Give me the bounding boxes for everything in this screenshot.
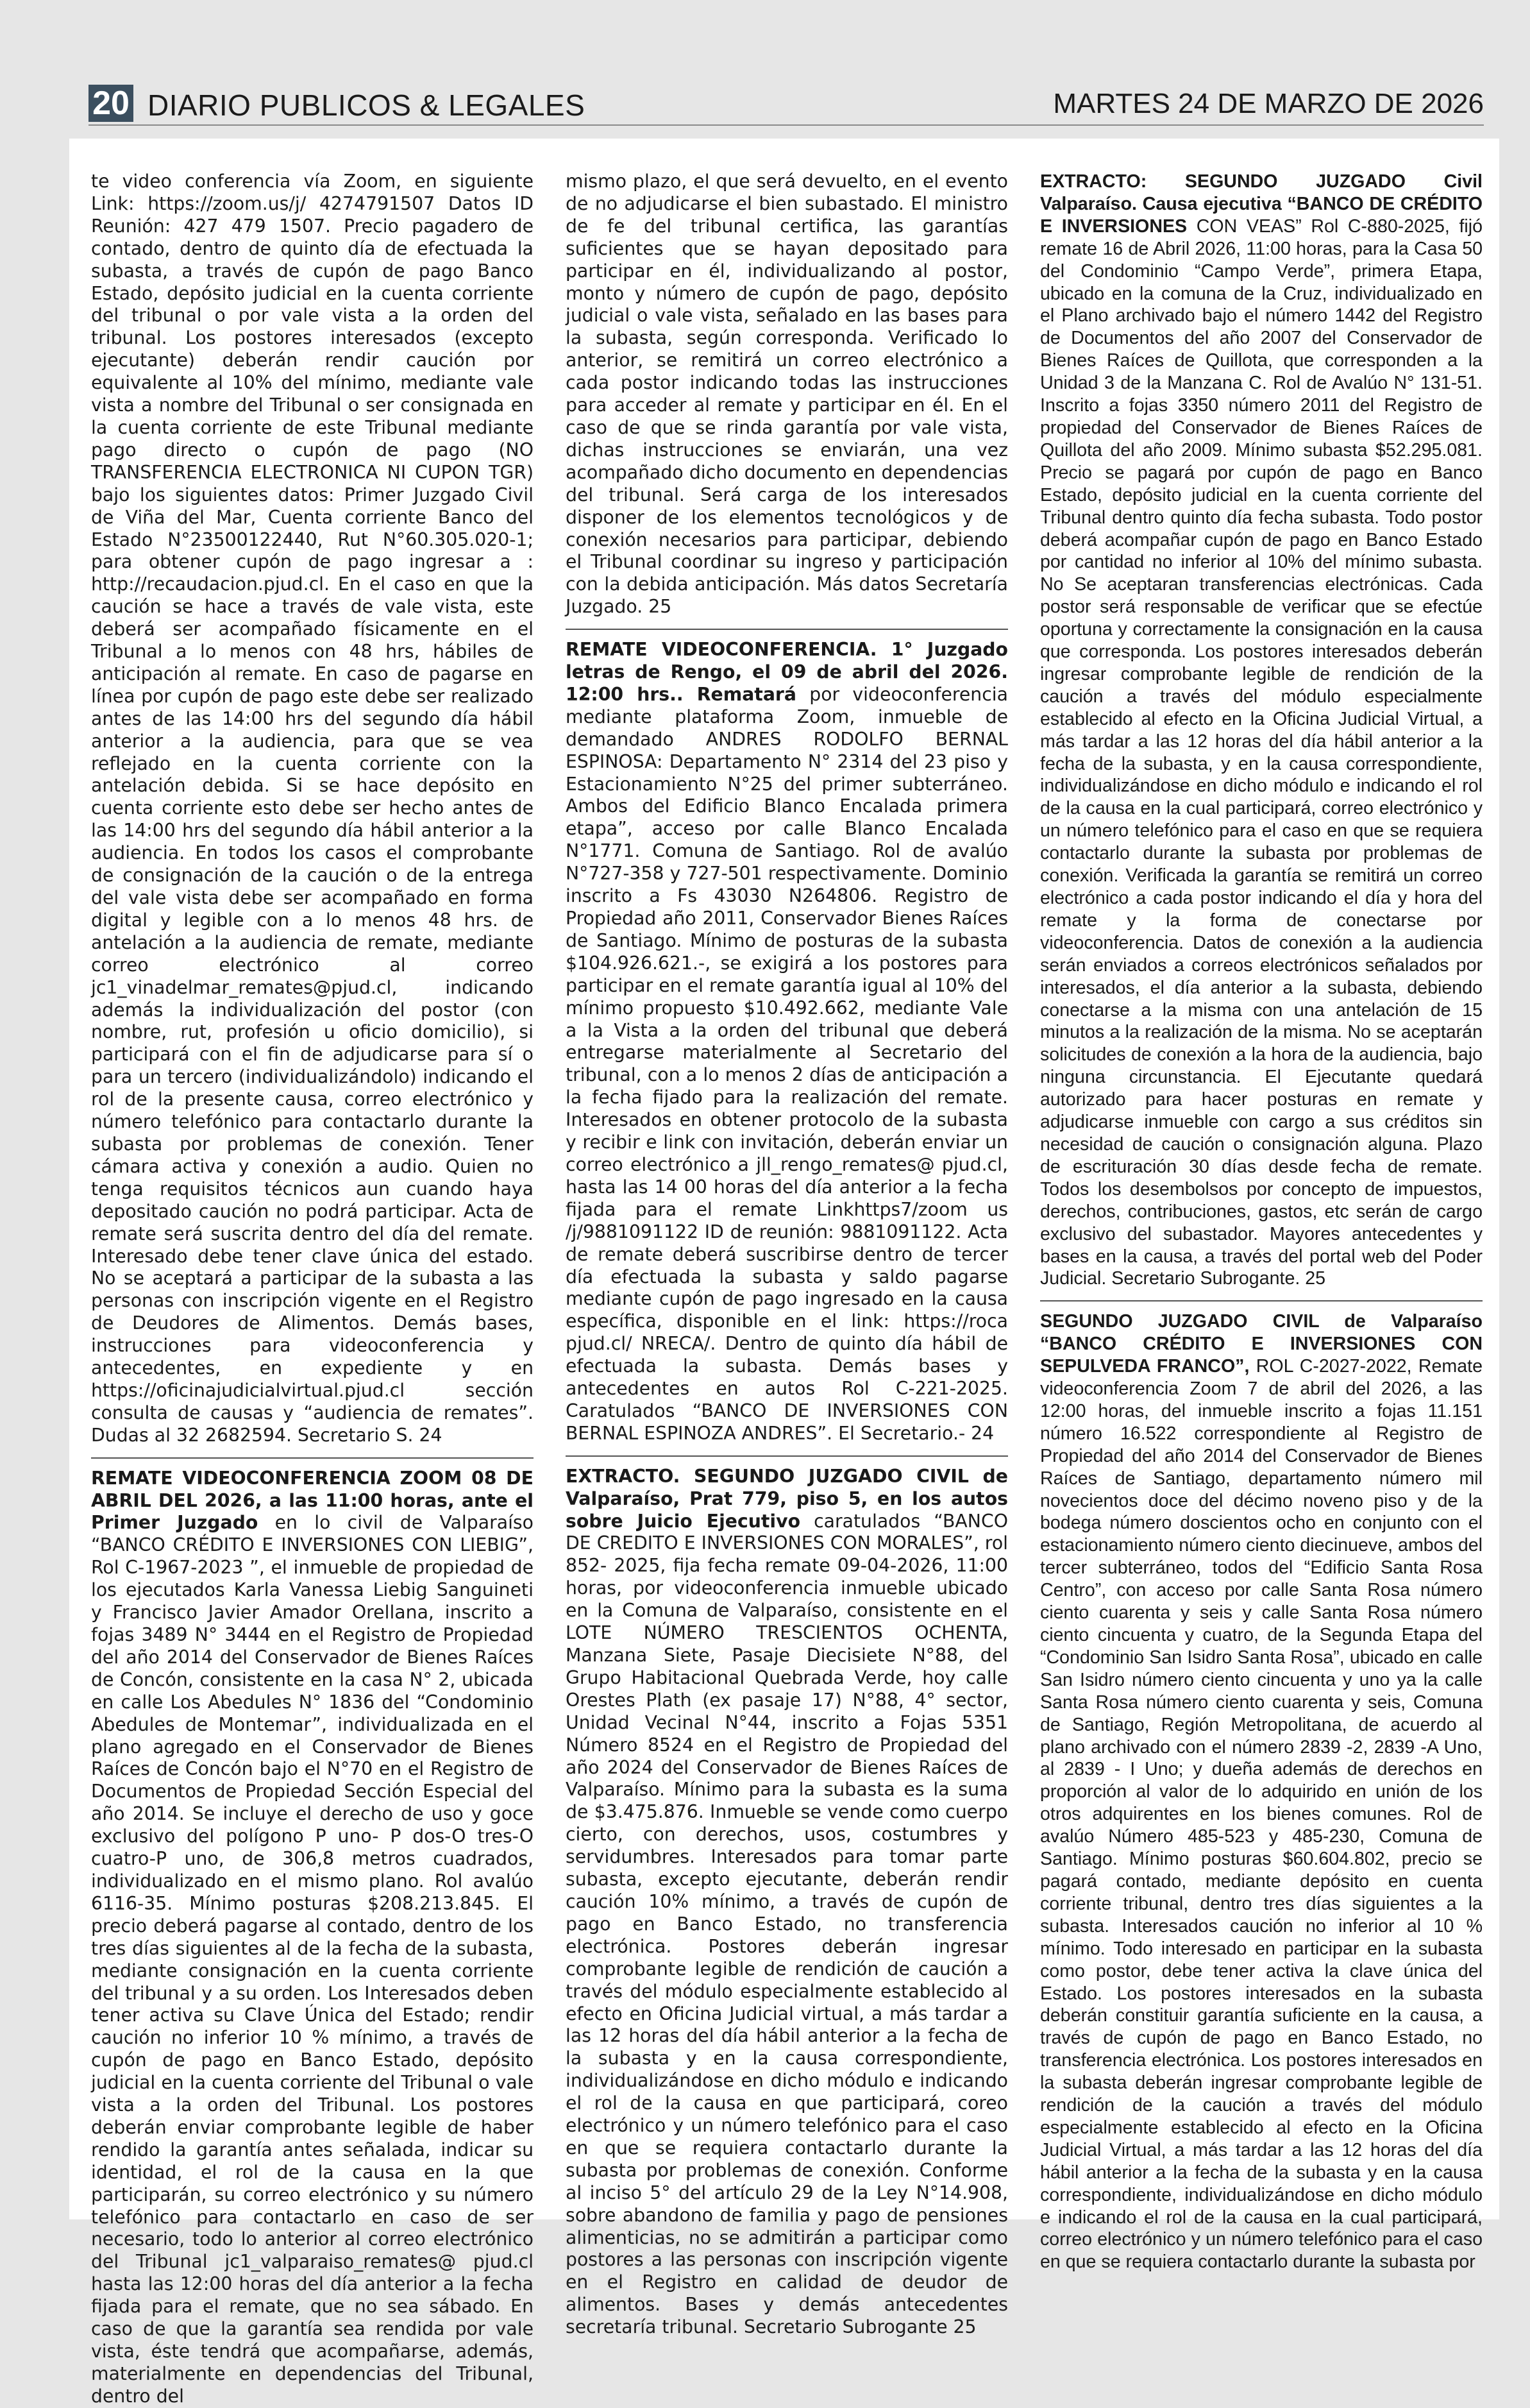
- notice-divider: [91, 1457, 534, 1459]
- notice-heading: EXTRACTO: SEGUNDO JUZGADO Civil Valparaíso. Causa ejecutiva “BANCO DE CRÉDITO E INVERSIONES: [1040, 171, 1483, 237]
- notice-body: mismo plazo, el que será devuelto, en el evento de no adjudicarse el bien subastado. El ministro de fe del tribunal certifica, las garantías suficientes que se hayan depositado para participar en él, individualizando al postor, monto y número de cupón de pago, depósito judicial o vale vista, señalado en las bases para la subasta, según corresponda. Verificado lo anterior, se remitirá un correo electrónico a cada postor indicando todas las instrucciones para acceder al remate y participar en él. En el caso de que se rinda garantía por vale vista, dichas instrucciones se enviarán, una vez acompañado dicho documento en dependencias del tribunal. Será carga de los interesados disponer de los elementos tecnológicos y de conexión necesarios para participar, debiendo el Tribunal coordinar su ingreso y participación con la debida anticipación. Más datos Secretaría Juzgado. 25: [566, 171, 1008, 618]
- notice-divider: [1040, 1300, 1483, 1302]
- notice-text: [1040, 171, 1483, 1290]
- notice-body: en lo civil de Valparaíso “BANCO CRÉDITO E INVERSIONES CON LIEBIG”, Rol C-1967-2023 ”, el inmueble de propiedad de los ejecutados Karla Vanessa Liebig Sanguineti y Francisco Javier Amador Orellana, inscrito a fojas 3489 N° 3444 en el Registro de Propiedad del año 2014 del Conservador de Bienes Raíces de Concón, consistente en la casa N° 2, ubicada en calle Los Abedules N° 1836 del “Condominio Abedules de Montemar”, individualizada en el plano agregado en el Conservador de Bienes Raíces de Concón bajo el N°70 en el Registro de Documentos de Propiedad Sección Especial del año 2014. Se incluye el derecho de uso y goce exclusivo del polígono P uno- P dos-O tres-O cuatro-P uno, de 306,8 metros cuadrados, individualizado en el mismo plano. Rol avalúo 6116-35. Mínimo posturas $208.213.845. El precio deberá pagarse al contado, dentro de los tres días siguientes al de la fecha de la subasta, mediante consignación en la cuenta corriente del tribunal y a su orden. Los Interesados deben tener activa su Clave Única del Estado; rendir caución no inferior 10 % mínimo, a través de cupón de pago en Banco Estado, depósito judicial en la cuenta corriente del Tribunal o vale vista a la orden del Tribunal. Los postores deberán enviar comprobante legible de haber rendido la garantía antes señalada, indicar su identidad, el rol de la causa en la que participarán, su correo electrónico y su número telefónico para contactarlo en caso de ser necesario, todo lo anterior al correo electrónico del Tribunal jc1_valparaiso_remates@ pjud.cl hasta las 12:00 horas del día anterior a la fecha fijada para el remate, que no sea sábado. En caso de que la garantía sea rendida por vale vista, éste tendrá que acompañarse, además, materialmente en dependencias del Tribunal, dentro del: [91, 1512, 534, 2407]
- notice-body: por videoconferencia mediante plataforma Zoom, inmueble de demandado ANDRES RODOLFO BERNAL ESPINOSA: Departamento N° 2314 del 23 piso y Estacionamiento N°25 del primer subterráneo. Ambos del Edificio Blanco Encalada primera etapa”, acceso por calle Blanco Encalada N°1771. Comuna de Santiago. Rol de avalúo N°727-358 y 727-501 respectivamente. Dominio inscrito a Fs 43030 N264806. Registro de Propiedad año 2011, Conservador Bienes Raíces de Santiago. Mínimo de posturas de la subasta $104.926.621.-, se exigirá a los postores para participar en el remate garantía igual al 10% del mínimo propuesto $10.492.662, mediante Vale a la Vista a la orden del tribunal que deberá entregarse materialmente al Secretario del tribunal, con a lo menos 2 días de anticipación a la fecha fijado para la realización del remate. Interesados en obtener protocolo de la subasta y recibir e link con invitación, deberán enviar un correo electrónico a jll_rengo_remates@ pjud.cl, hasta las 14 00 horas del día anterior a la fecha fijada para el remate Linkhttps7/zoom us /j/9881091122 ID de reunión: 9881091122. Acta de remate deberá suscribirse dentro de tercer día efectuada la subasta y saldo pagarse mediante cupón de pago ingresado en la causa específica, disponible en el link: https://roca pjud.cl/ NRECA/. Dentro de quinto día hábil de efectuada la subasta. Demás bases y antecedentes en autos Rol C-221-2025. Caratulados “BANCO DE INVERSIONES CON BERNAL ESPINOZA ANDRES”. El Secretario.- 24: [566, 683, 1008, 1444]
- column-2: [566, 171, 1008, 2339]
- notice-heading: REMATE VIDEOCONFERENCIA ZOOM 08 DE ABRIL DEL 2026, a las 11:00 horas, ante el Primer Juzgado: [91, 1467, 534, 1534]
- notice-text: [1040, 1310, 1483, 2273]
- notice-text: [91, 1468, 534, 2408]
- notice-text: [566, 171, 1008, 618]
- notice-body: te video conferencia vía Zoom, en siguiente Link: https://zoom.us/j/ 4274791507 Datos ID Reunión: 427 479 1507. Precio pagadero de contado, dentro de quinto día de efectuada la subasta, a través de cupón de pago Banco Estado, depósito judicial en la cuenta corriente del tribunal o por vale vista a la orden del tribunal. Los postores interesados (excepto ejecutante) deberán rendir caución por equivalente al 10% del mínimo, mediante vale vista a nombre del Tribunal o ser consignada en la cuenta corriente de este Tribunal mediante pago directo o cupón de pago (NO TRANSFERENCIA ELECTRONICA NI CUPON TGR) bajo los siguientes datos: Primer Juzgado Civil de Viña del Mar, Cuenta corriente Banco del Estado N°23500122440, Rut N°60.305.020-1; para obtener cupón de pago ingresar a : http://recaudacion.pjud.cl. En el caso en que la caución se hace a través de vale vista, este deberá ser acompañado físicamente en el Tribunal a lo menos con 48 hrs, hábiles de anticipación al remate. En caso de pagarse en línea por cupón de pago este debe ser realizado antes de las 14:00 hrs del segundo día hábil anterior a la audiencia, para que se vea reflejado en la cuenta corriente con la antelación debida. Si se hace depósito en cuenta corriente esto debe ser hecho antes de las 14:00 hrs del segundo día hábil anterior a la audiencia. En todos los casos el comprobante de consignación de la caución o de la entrega del vale vista debe ser acompañado en forma digital y legible con a lo menos 48 hrs. de antelación a la audiencia de remate, mediante correo electrónico al correo jc1_vinadelmar_remates@pjud.cl, indicando además la individualización del postor (con nombre, rut, profesión u oficio domicilio), si participará con el fin de adjudicarse para sí o para un tercero (individualizándolo) indicando el rol de la presente causa, correo electrónico y número telefónico para contactarlo durante la subasta por problemas de conexión. Tener cámara activa y conexión a audio. Quien no tenga requisitos técnicos aun cuando haya depositado caución no podrá participar. Acta de remate será suscrita dentro del día del remate. Interesado debe tener clave única del estado. No se aceptará a participar de la subasta a las personas con inscripción vigente en el Registro de Deudores de Alimentos. Demás bases, instrucciones para videoconferencia y antecedentes, en expediente y en https://oficinajudicialvirtual.pjud.cl sección consulta de causas y “audiencia de remates”. Dudas al 32 2682594. Secretario S. 24: [91, 171, 534, 1446]
- notice-body: ROL C-2027-2022, Remate videoconferencia Zoom 7 de abril del 2026, a las 12:00 horas, del inmueble inscrito a fojas 11.151 número 16.522 correspondiente al Registro de Propiedad del año 2014 del Conservador de Bienes Raíces de Santiago, departamento número mil novecientos doce del décimo noveno piso y de la bodega número doscientos ocho en conjunto con el estacionamiento número ciento diecinueve, ambos del tercer subterráneo, todos del “Edificio Santa Rosa Centro”, con acceso por calle Santa Rosa número ciento cuarenta y seis y calle Santa Rosa número ciento cincuenta y cuatro, de la Segunda Etapa del “Condominio San Isidro Santa Rosa”, ubicado en calle San Isidro número ciento cincuenta y uno ya la calle Santa Rosa número ciento cuarenta y seis, Comuna de Santiago, Región Metropolitana, de acuerdo al plano archivado con el número 2839 -2, 2839 -A Uno, al 2839 - I Uno; y dueña además de derechos en proporción al valor de lo adquirido en unión de los otros adquirentes en los bienes comunes. Rol de avalúo Número 485-523 y 485-230, Comuna de Santiago. Mínimo posturas $60.604.802, precio se pagará contado, mediante depósito en cuenta corriente tribunal, dentro tres días siguientes a la subasta. Interesados caución no inferior al 10 % mínimo. Todo interesado en participar en la subasta como postor, debe tener activa la clave única del Estado. Los postores interesados en la subasta deberán constituir garantía suficiente en la causa, a través de cupón de pago en Banco Estado, no transferencia electrónica. Los postores interesados en la subasta deberán ingresar comprobante legible de rendición de la caución a través del módulo especialmente establecido al efecto en la Oficina Judicial Virtual, a más tardar a las 12 horas del día hábil anterior a la fecha de la subasta y en la causa correspondiente, individualizándose en dicho módulo e indicando el rol de la causa en la cual participará, correo electrónico y un número telefónico para el caso en que se requiera contactarlo durante la subasta por: [1040, 1356, 1483, 2273]
- notice-divider: [566, 1455, 1008, 1457]
- notice-heading: REMATE VIDEOCONFERENCIA. 1° Juzgado letras de Rengo, el 09 de abril del 2026. 12:00 hrs.. Rematará: [566, 639, 1008, 705]
- notice-text: [566, 1466, 1008, 2339]
- page-content: [69, 139, 1499, 2407]
- page-header: [88, 82, 1484, 123]
- notice-text: [566, 639, 1008, 1445]
- notice-text: [91, 171, 534, 1447]
- notice-heading: EXTRACTO. SEGUNDO JUZGADO CIVIL de Valparaíso, Prat 779, piso 5, en los autos sobre Juicio Ejecutivo: [566, 1465, 1008, 1532]
- page-number: 20: [88, 85, 133, 122]
- notice-heading: SEGUNDO JUZGADO CIVIL de Valparaíso “BANCO CRÉDITO E INVERSIONES CON SEPULVEDA FRANCO”,: [1040, 1311, 1483, 1377]
- notice-body: caratulados “BANCO DE CREDITO E INVERSIONES CON MORALES”, rol 852- 2025, fija fecha remate 09-04-2026, 11:00 horas, por videoconferencia inmueble ubicado en la Comuna de Valparaíso, consistente en el LOTE NÚMERO TRESCIENTOS OCHENTA, Manzana Siete, Pasaje Diecisiete N°88, del Grupo Habitacional Quebrada Verde, hoy calle Orestes Plath (ex pasaje 17) N°88, 4° sector, Unidad Vecinal N°44, inscrito a Fojas 5351 Número 8524 en el Registro de Propiedad del año 2024 del Conservador de Bienes Raíces de Valparaíso. Mínimo para la subasta es la suma de $3.475.876. Inmueble se vende como cuerpo cierto, con derechos, usos, costumbres y servidumbres. Interesados para tomar parte subasta, excepto ejecutante, deberán rendir caución 10% mínimo, a través de cupón de pago en Banco Estado, no transferencia electrónica. Postores deberán ingresar comprobante legible de rendición de caución a través del módulo especialmente establecido al efecto en Oficina Judicial virtual, a más tardar a las 12 horas del día hábil anterior a la fecha de la subasta y en la causa correspondiente, individualizándose en dicho módulo e indicando el rol de la causa en que participará, coreo electrónico y un número telefónico para el caso en que se requiera contactarlo durante la subasta por problemas de conexión. Conforme al inciso 5° del artículo 29 de la Ley N°14.908, sobre abandono de familia y pago de pensiones alimenticias, no se admitirán a participar como postores a las personas con inscripción vigente en el Registro en calidad de deudor de alimentos. Bases y demás antecedentes secretaría tribunal. Secretario Subrogante 25: [566, 1510, 1008, 2338]
- notice-divider: [566, 629, 1008, 630]
- header-divider: [88, 124, 1484, 126]
- column-3: [1040, 171, 1483, 2273]
- notice-body: CON VEAS” Rol C-880-2025, fijó remate 16 de Abril 2026, 11:00 horas, para la Casa 50 del Condominio “Campo Verde”, primera Etapa, ubicado en la comuna de la Cruz, individualizado en el Plano archivado bajo el número 1442 del Registro de Documentos del año 2007 del Conservador de Bienes Raíces de Quillota, que corresponden a la Unidad 3 de la Manzana C. Rol de Avalúo N° 131-51. Inscrito a fojas 3350 número 2011 del Registro de propiedad del Conservador de Bienes Raíces de Quillota del año 2009. Mínimo subasta $52.295.081. Precio se pagará por cupón de pago en Banco Estado, depósito judicial en la cuenta corriente del Tribunal dentro quinto día fecha subasta. Todo postor deberá acompañar cupón de pago en Banco Estado por cantidad no inferior al 10% del mínimo subasta. No Se aceptaran transferencias electrónicas. Cada postor será responsable de verificar que se efectúe oportuna y correctamente la consignación en la causa que corresponda. Los postores interesados deberán ingresar comprobante legible de rendición de la caución a través del módulo especialmente establecido al efecto en la Oficina Judicial Virtual, a más tardar a las 12 horas del día hábil anterior a la fecha de la subasta, y en la causa correspondiente, individualizándose en dicho módulo e indicando el rol de la causa en la cual participará, correo electrónico y un número telefónico para el caso en que se requiera contactarlo durante la subasta por problemas de conexión. Verificada la garantía se remitirá un correo electrónico a cada postor indicando el día y hora del remate y la forma de conectarse por videoconferencia. Datos de conexión a la audiencia serán enviados a correos electrónicos señalados por interesados, el día anterior a la subasta, debiendo conectarse a la misma con una antelación de 15 minutos a la realización de la misma. No se aceptarán solicitudes de conexión a la hora de la audiencia, bajo ninguna circunstancia. El Ejecutante quedará autorizado para hacer posturas en remate y adjudicarse inmueble con cargo a sus créditos sin necesidad de caución o consignación alguna. Plazo de escrituración 30 días desde fecha de remate. Todos los desembolsos por concepto de impuestos, derechos, contribuciones, gastos, etc serán de cargo exclusivo del subastador. Mayores antecedentes y bases en la causa, a través del portal web del Poder Judicial. Secretario Subrogante. 25: [1040, 216, 1483, 1289]
- newspaper-title: DIARIO PUBLICOS & LEGALES: [147, 89, 585, 122]
- column-1: [91, 171, 534, 2408]
- issue-date: MARTES 24 DE MARZO DE 2026: [1053, 88, 1484, 119]
